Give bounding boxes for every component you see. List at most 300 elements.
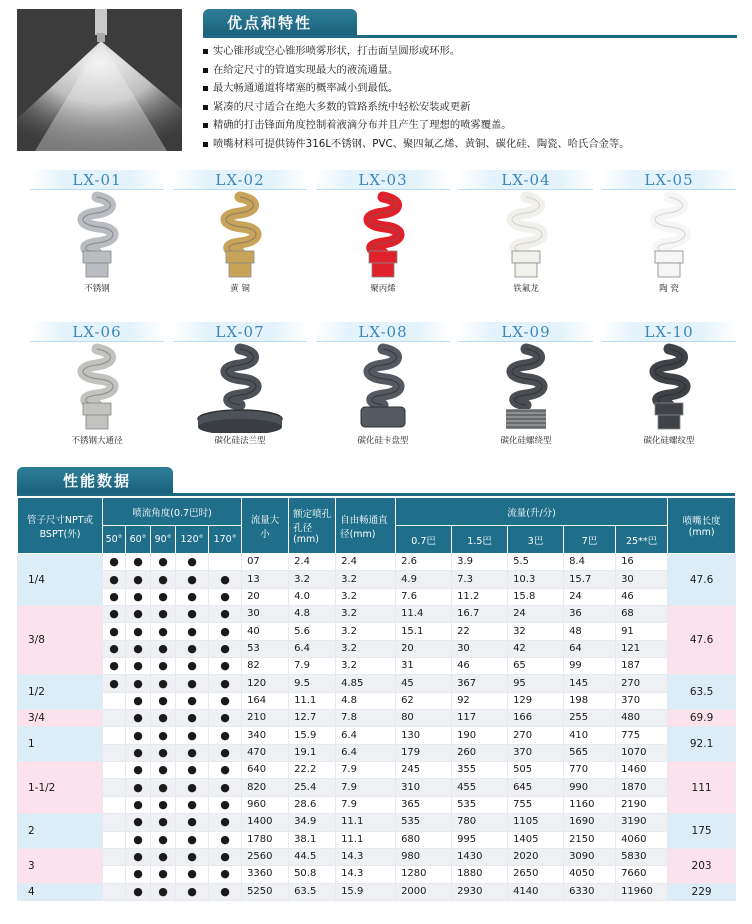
flow-rate-cell: 410 — [564, 727, 616, 744]
angle-dot-cell — [176, 606, 209, 623]
availability-dot: ● — [158, 624, 168, 638]
free-passage-cell: 14.3 — [336, 848, 396, 865]
availability-dot: ● — [133, 607, 143, 621]
availability-dot: ● — [187, 832, 197, 846]
availability-dot: ● — [158, 572, 168, 586]
angle-dot-cell — [126, 883, 151, 900]
orifice-cell: 2.4 — [289, 554, 336, 571]
angle-dot-cell — [209, 554, 242, 571]
orifice-cell: 4.0 — [289, 588, 336, 605]
angle-dot-cell — [151, 606, 176, 623]
availability-dot: ● — [187, 624, 197, 638]
flow-rate-cell: 166 — [508, 710, 564, 727]
angle-dot-cell — [103, 831, 126, 848]
free-passage-header: 自由畅通直径(mm) — [336, 498, 396, 554]
nozzle-image — [30, 342, 164, 434]
flow-rate-cell: 129 — [508, 692, 564, 709]
availability-dot: ● — [133, 711, 143, 725]
orifice-cell: 7.9 — [289, 658, 336, 675]
flow-size-cell: 3360 — [242, 866, 289, 883]
availability-dot: ● — [220, 607, 230, 621]
angle-dot-cell — [103, 883, 126, 900]
angle-dot-cell — [151, 675, 176, 692]
flow-rate-cell: 99 — [564, 658, 616, 675]
flow-size-cell: 120 — [242, 675, 289, 692]
flow-rate-cell: 680 — [396, 831, 452, 848]
flow-rate-cell: 130 — [396, 727, 452, 744]
angle-dot-cell — [209, 796, 242, 813]
angle-dot-cell — [126, 710, 151, 727]
free-passage-cell: 4.85 — [336, 675, 396, 692]
table-row — [18, 727, 736, 744]
availability-dot: ● — [133, 850, 143, 864]
free-passage-cell: 14.3 — [336, 866, 396, 883]
nozzle-image — [459, 190, 593, 282]
angle-dot-cell — [103, 779, 126, 796]
availability-dot: ● — [187, 763, 197, 777]
availability-dot: ● — [187, 745, 197, 759]
angle-dot-cell — [103, 710, 126, 727]
angle-dot-cell — [126, 640, 151, 657]
nozzle-length-cell: 203 — [668, 848, 736, 883]
orifice-cell: 3.2 — [289, 571, 336, 588]
flow-rate-cell: 16 — [616, 554, 668, 571]
flow-rate-cell: 1105 — [508, 814, 564, 831]
flow-size-cell: 20 — [242, 588, 289, 605]
flow-rate-cell: 91 — [616, 623, 668, 640]
availability-dot: ● — [158, 763, 168, 777]
product-card — [602, 322, 736, 446]
flow-rate-cell: 995 — [452, 831, 508, 848]
angle-dot-cell — [126, 796, 151, 813]
pressure-header: 3巴 — [508, 526, 564, 554]
availability-dot: ● — [220, 780, 230, 794]
product-model: LX-03 — [316, 170, 450, 190]
flow-rate-cell: 2650 — [508, 866, 564, 883]
product-model: LX-07 — [173, 322, 307, 342]
availability-dot: ● — [109, 624, 119, 638]
availability-dot: ● — [187, 797, 197, 811]
angle-dot-cell — [176, 710, 209, 727]
angle-dot-cell — [176, 866, 209, 883]
product-material: 碳化硅卡盘型 — [357, 436, 409, 446]
angle-dot-cell — [209, 692, 242, 709]
flow-rate-cell: 7.6 — [396, 588, 452, 605]
flow-rate-cell: 455 — [452, 779, 508, 796]
angle-dot-cell — [209, 814, 242, 831]
availability-dot: ● — [220, 589, 230, 603]
flow-rate-cell: 62 — [396, 692, 452, 709]
flow-rate-cell: 2020 — [508, 848, 564, 865]
angle-dot-cell — [209, 571, 242, 588]
availability-dot: ● — [133, 763, 143, 777]
angle-dot-cell — [209, 710, 242, 727]
angle-dot-cell — [103, 848, 126, 865]
availability-dot: ● — [158, 797, 168, 811]
orifice-cell: 50.8 — [289, 866, 336, 883]
features-list — [203, 42, 743, 154]
flow-rate-cell: 179 — [396, 744, 452, 761]
flow-rate-cell: 121 — [616, 640, 668, 657]
angle-dot-cell — [176, 727, 209, 744]
product-material: 陶 瓷 — [659, 284, 679, 294]
angle-dot-cell — [151, 571, 176, 588]
nozzle-image — [602, 190, 736, 282]
flow-rate-cell: 990 — [564, 779, 616, 796]
availability-dot: ● — [109, 641, 119, 655]
orifice-cell: 12.7 — [289, 710, 336, 727]
availability-dot: ● — [133, 832, 143, 846]
feature-item: 实心锥形或空心锥形喷雾形状，打击面呈圆形或环形。 — [203, 42, 743, 61]
orifice-cell: 63.5 — [289, 883, 336, 900]
angle-dot-cell — [103, 554, 126, 571]
flow-rate-cell: 770 — [564, 762, 616, 779]
flow-rate-cell: 117 — [452, 710, 508, 727]
table-row — [18, 623, 736, 640]
availability-dot: ● — [109, 676, 119, 690]
availability-dot: ● — [220, 728, 230, 742]
product-card — [602, 170, 736, 294]
flow-rate-cell: 190 — [452, 727, 508, 744]
table-row — [18, 710, 736, 727]
availability-dot: ● — [220, 659, 230, 673]
angle-dot-cell — [176, 675, 209, 692]
flow-rate-cell: 11960 — [616, 883, 668, 900]
flow-rate-cell: 2.6 — [396, 554, 452, 571]
pipe-size-cell: 3 — [18, 848, 103, 883]
nozzle-length-cell: 175 — [668, 814, 736, 849]
availability-dot: ● — [109, 555, 119, 569]
availability-dot: ● — [133, 797, 143, 811]
angle-dot-cell — [103, 744, 126, 761]
availability-dot: ● — [133, 867, 143, 881]
product-material: 碳化硅螺纹型 — [643, 436, 695, 446]
flow-rate-cell: 1880 — [452, 866, 508, 883]
angle-dot-cell — [151, 866, 176, 883]
availability-dot: ● — [187, 711, 197, 725]
availability-dot: ● — [187, 728, 197, 742]
product-material: 不锈钢 — [84, 284, 110, 294]
angle-dot-cell — [126, 675, 151, 692]
orifice-cell: 34.9 — [289, 814, 336, 831]
angle-dot-cell — [103, 658, 126, 675]
flow-rate-cell: 535 — [452, 796, 508, 813]
availability-dot: ● — [187, 659, 197, 673]
table-row — [18, 744, 736, 761]
angle-dot-cell — [103, 762, 126, 779]
flow-rate-cell: 187 — [616, 658, 668, 675]
angle-dot-cell — [103, 623, 126, 640]
product-card — [459, 170, 593, 294]
nozzle-length-cell: 47.6 — [668, 554, 736, 606]
availability-dot: ● — [187, 555, 197, 569]
pipe-size-cell: 3/8 — [18, 606, 103, 675]
angle-dot-cell — [126, 831, 151, 848]
angle-dot-cell — [209, 588, 242, 605]
nozzle-length-cell: 63.5 — [668, 675, 736, 710]
flow-rate-cell: 780 — [452, 814, 508, 831]
product-material: 铁氟龙 — [513, 284, 539, 294]
angle-dot-cell — [151, 692, 176, 709]
availability-dot: ● — [133, 693, 143, 707]
flow-rate-cell: 1070 — [616, 744, 668, 761]
flow-size-header: 流量大小 — [242, 498, 289, 554]
feature-item: 精确的打击锋面角度控制着液滴分布并且产生了理想的喷雾覆盖。 — [203, 116, 743, 135]
product-card — [173, 322, 307, 446]
availability-dot: ● — [133, 780, 143, 794]
flow-size-cell: 82 — [242, 658, 289, 675]
flow-rate-cell: 645 — [508, 779, 564, 796]
flow-rate-cell: 20 — [396, 640, 452, 657]
performance-table-body — [18, 554, 736, 901]
angle-dot-cell — [151, 710, 176, 727]
nozzle-image — [30, 190, 164, 282]
flow-rate-cell: 4050 — [564, 866, 616, 883]
flow-size-cell: 1780 — [242, 831, 289, 848]
performance-table — [17, 497, 736, 901]
angle-dot-cell — [176, 640, 209, 657]
table-row — [18, 554, 736, 571]
table-row — [18, 831, 736, 848]
flow-rate-cell: 8.4 — [564, 554, 616, 571]
orifice-cell: 22.2 — [289, 762, 336, 779]
nozzle-image — [602, 342, 736, 434]
angle-dot-cell — [151, 883, 176, 900]
flow-rate-cell: 24 — [508, 606, 564, 623]
orifice-cell: 25.4 — [289, 779, 336, 796]
flow-rate-cell: 7.3 — [452, 571, 508, 588]
orifice-cell: 15.9 — [289, 727, 336, 744]
free-passage-cell: 3.2 — [336, 606, 396, 623]
angle-dot-cell — [126, 727, 151, 744]
angle-dot-cell — [126, 606, 151, 623]
free-passage-cell: 11.1 — [336, 814, 396, 831]
availability-dot: ● — [158, 659, 168, 673]
nozzle-image — [173, 190, 307, 282]
angle-dot-cell — [103, 606, 126, 623]
table-row — [18, 762, 736, 779]
availability-dot: ● — [187, 867, 197, 881]
flow-rate-cell: 2000 — [396, 883, 452, 900]
flow-rate-cell: 245 — [396, 762, 452, 779]
nozzle-length-cell: 229 — [668, 883, 736, 900]
availability-dot: ● — [220, 867, 230, 881]
angle-dot-cell — [176, 623, 209, 640]
product-material: 不锈钢大通径 — [71, 436, 123, 446]
pipe-size-cell: 1 — [18, 727, 103, 762]
free-passage-cell: 3.2 — [336, 640, 396, 657]
flow-size-cell: 5250 — [242, 883, 289, 900]
angle-dot-cell — [103, 727, 126, 744]
flow-size-cell: 210 — [242, 710, 289, 727]
availability-dot: ● — [158, 780, 168, 794]
availability-dot: ● — [220, 572, 230, 586]
orifice-cell: 44.5 — [289, 848, 336, 865]
flow-rate-cell: 46 — [452, 658, 508, 675]
flow-header: 流量(升/分) — [396, 498, 668, 526]
table-row — [18, 606, 736, 623]
flow-rate-cell: 45 — [396, 675, 452, 692]
angle-dot-cell — [126, 588, 151, 605]
product-card — [316, 322, 450, 446]
availability-dot: ● — [187, 572, 197, 586]
flow-rate-cell: 355 — [452, 762, 508, 779]
angle-dot-cell — [151, 658, 176, 675]
angle-dot-cell — [151, 814, 176, 831]
availability-dot: ● — [133, 884, 143, 898]
angle-dot-cell — [126, 554, 151, 571]
free-passage-cell: 3.2 — [336, 658, 396, 675]
availability-dot: ● — [187, 884, 197, 898]
flow-rate-cell: 15.7 — [564, 571, 616, 588]
flow-rate-cell: 31 — [396, 658, 452, 675]
availability-dot: ● — [220, 745, 230, 759]
product-model: LX-08 — [316, 322, 450, 342]
availability-dot: ● — [158, 728, 168, 742]
angle-dot-cell — [126, 571, 151, 588]
product-model: LX-02 — [173, 170, 307, 190]
angle-dot-cell — [151, 848, 176, 865]
table-row — [18, 640, 736, 657]
angle-dot-cell — [176, 883, 209, 900]
angle-dot-cell — [209, 848, 242, 865]
angle-dot-cell — [176, 796, 209, 813]
angle-dot-cell — [176, 658, 209, 675]
availability-dot: ● — [187, 693, 197, 707]
flow-rate-cell: 198 — [564, 692, 616, 709]
angle-header: 50° — [103, 526, 126, 554]
product-material: 碳化硅法兰型 — [214, 436, 266, 446]
availability-dot: ● — [109, 589, 119, 603]
angle-dot-cell — [103, 675, 126, 692]
availability-dot: ● — [158, 745, 168, 759]
flow-rate-cell: 310 — [396, 779, 452, 796]
angle-dot-cell — [151, 779, 176, 796]
availability-dot: ● — [158, 555, 168, 569]
free-passage-cell: 3.2 — [336, 623, 396, 640]
angle-dot-cell — [103, 866, 126, 883]
angle-dot-cell — [209, 675, 242, 692]
flow-size-cell: 960 — [242, 796, 289, 813]
flow-rate-cell: 1690 — [564, 814, 616, 831]
flow-rate-cell: 505 — [508, 762, 564, 779]
nozzle-length-cell: 111 — [668, 762, 736, 814]
angle-dot-cell — [126, 848, 151, 865]
flow-size-cell: 164 — [242, 692, 289, 709]
availability-dot: ● — [158, 641, 168, 655]
availability-dot: ● — [158, 850, 168, 864]
flow-rate-cell: 1280 — [396, 866, 452, 883]
feature-item: 喷嘴材料可提供铸件316L不锈钢、PVC、聚四氟乙烯、黄铜、碳化硅、陶瓷、哈氏合金等。 — [203, 135, 743, 154]
angle-dot-cell — [151, 744, 176, 761]
feature-item: 紧凑的尺寸适合在绝大多数的管路系统中轻松安装或更新 — [203, 98, 743, 117]
flow-rate-cell: 46 — [616, 588, 668, 605]
free-passage-cell: 15.9 — [336, 883, 396, 900]
angle-dot-cell — [176, 762, 209, 779]
flow-rate-cell: 95 — [508, 675, 564, 692]
angle-header: 90° — [151, 526, 176, 554]
angle-dot-cell — [126, 779, 151, 796]
flow-rate-cell: 15.1 — [396, 623, 452, 640]
pipe-size-header: 管子尺寸NPT或BSPT(外) — [18, 498, 103, 554]
availability-dot: ● — [220, 797, 230, 811]
availability-dot: ● — [133, 624, 143, 638]
flow-rate-cell: 65 — [508, 658, 564, 675]
pipe-size-cell: 2 — [18, 814, 103, 849]
table-row — [18, 866, 736, 883]
availability-dot: ● — [109, 607, 119, 621]
features-title: 优点和特性 — [203, 9, 357, 37]
pressure-header: 0.7巴 — [396, 526, 452, 554]
angle-dot-cell — [103, 692, 126, 709]
feature-item: 最大畅通通道将堵塞的概率减小到最低。 — [203, 79, 743, 98]
angle-dot-cell — [126, 866, 151, 883]
spray-photo — [17, 9, 182, 151]
angle-dot-cell — [126, 692, 151, 709]
flow-rate-cell: 42 — [508, 640, 564, 657]
flow-rate-cell: 64 — [564, 640, 616, 657]
flow-rate-cell: 4.9 — [396, 571, 452, 588]
angle-dot-cell — [176, 571, 209, 588]
angle-dot-cell — [126, 623, 151, 640]
angle-dot-cell — [209, 606, 242, 623]
angle-dot-cell — [151, 588, 176, 605]
flow-rate-cell: 365 — [396, 796, 452, 813]
availability-dot: ● — [158, 884, 168, 898]
angle-dot-cell — [209, 883, 242, 900]
orifice-cell: 11.1 — [289, 692, 336, 709]
table-row — [18, 658, 736, 675]
flow-rate-cell: 7660 — [616, 866, 668, 883]
availability-dot: ● — [158, 832, 168, 846]
availability-dot: ● — [133, 745, 143, 759]
free-passage-cell: 11.1 — [336, 831, 396, 848]
flow-rate-cell: 5.5 — [508, 554, 564, 571]
angle-dot-cell — [176, 692, 209, 709]
availability-dot: ● — [109, 572, 119, 586]
title-divider — [203, 35, 737, 38]
product-model: LX-01 — [30, 170, 164, 190]
flow-rate-cell: 5830 — [616, 848, 668, 865]
free-passage-cell: 4.8 — [336, 692, 396, 709]
availability-dot: ● — [158, 815, 168, 829]
availability-dot: ● — [220, 624, 230, 638]
nozzle-length-cell: 47.6 — [668, 606, 736, 675]
flow-rate-cell: 16.7 — [452, 606, 508, 623]
angle-dot-cell — [209, 831, 242, 848]
table-row — [18, 848, 736, 865]
pipe-size-cell: 4 — [18, 883, 103, 900]
flow-rate-cell: 370 — [616, 692, 668, 709]
pipe-size-cell: 3/4 — [18, 710, 103, 727]
angle-dot-cell — [126, 744, 151, 761]
availability-dot: ● — [220, 676, 230, 690]
flow-rate-cell: 755 — [508, 796, 564, 813]
availability-dot: ● — [187, 676, 197, 690]
angle-dot-cell — [209, 744, 242, 761]
pressure-header: 25**巴 — [616, 526, 668, 554]
nozzle-image — [316, 342, 450, 434]
angle-dot-cell — [209, 640, 242, 657]
angle-dot-cell — [209, 779, 242, 796]
availability-dot: ● — [187, 815, 197, 829]
availability-dot: ● — [220, 850, 230, 864]
angle-dot-cell — [151, 762, 176, 779]
nozzle-length-header: 喷嘴长度(mm) — [668, 498, 736, 554]
flow-size-cell: 53 — [242, 640, 289, 657]
flow-rate-cell: 92 — [452, 692, 508, 709]
flow-rate-cell: 48 — [564, 623, 616, 640]
